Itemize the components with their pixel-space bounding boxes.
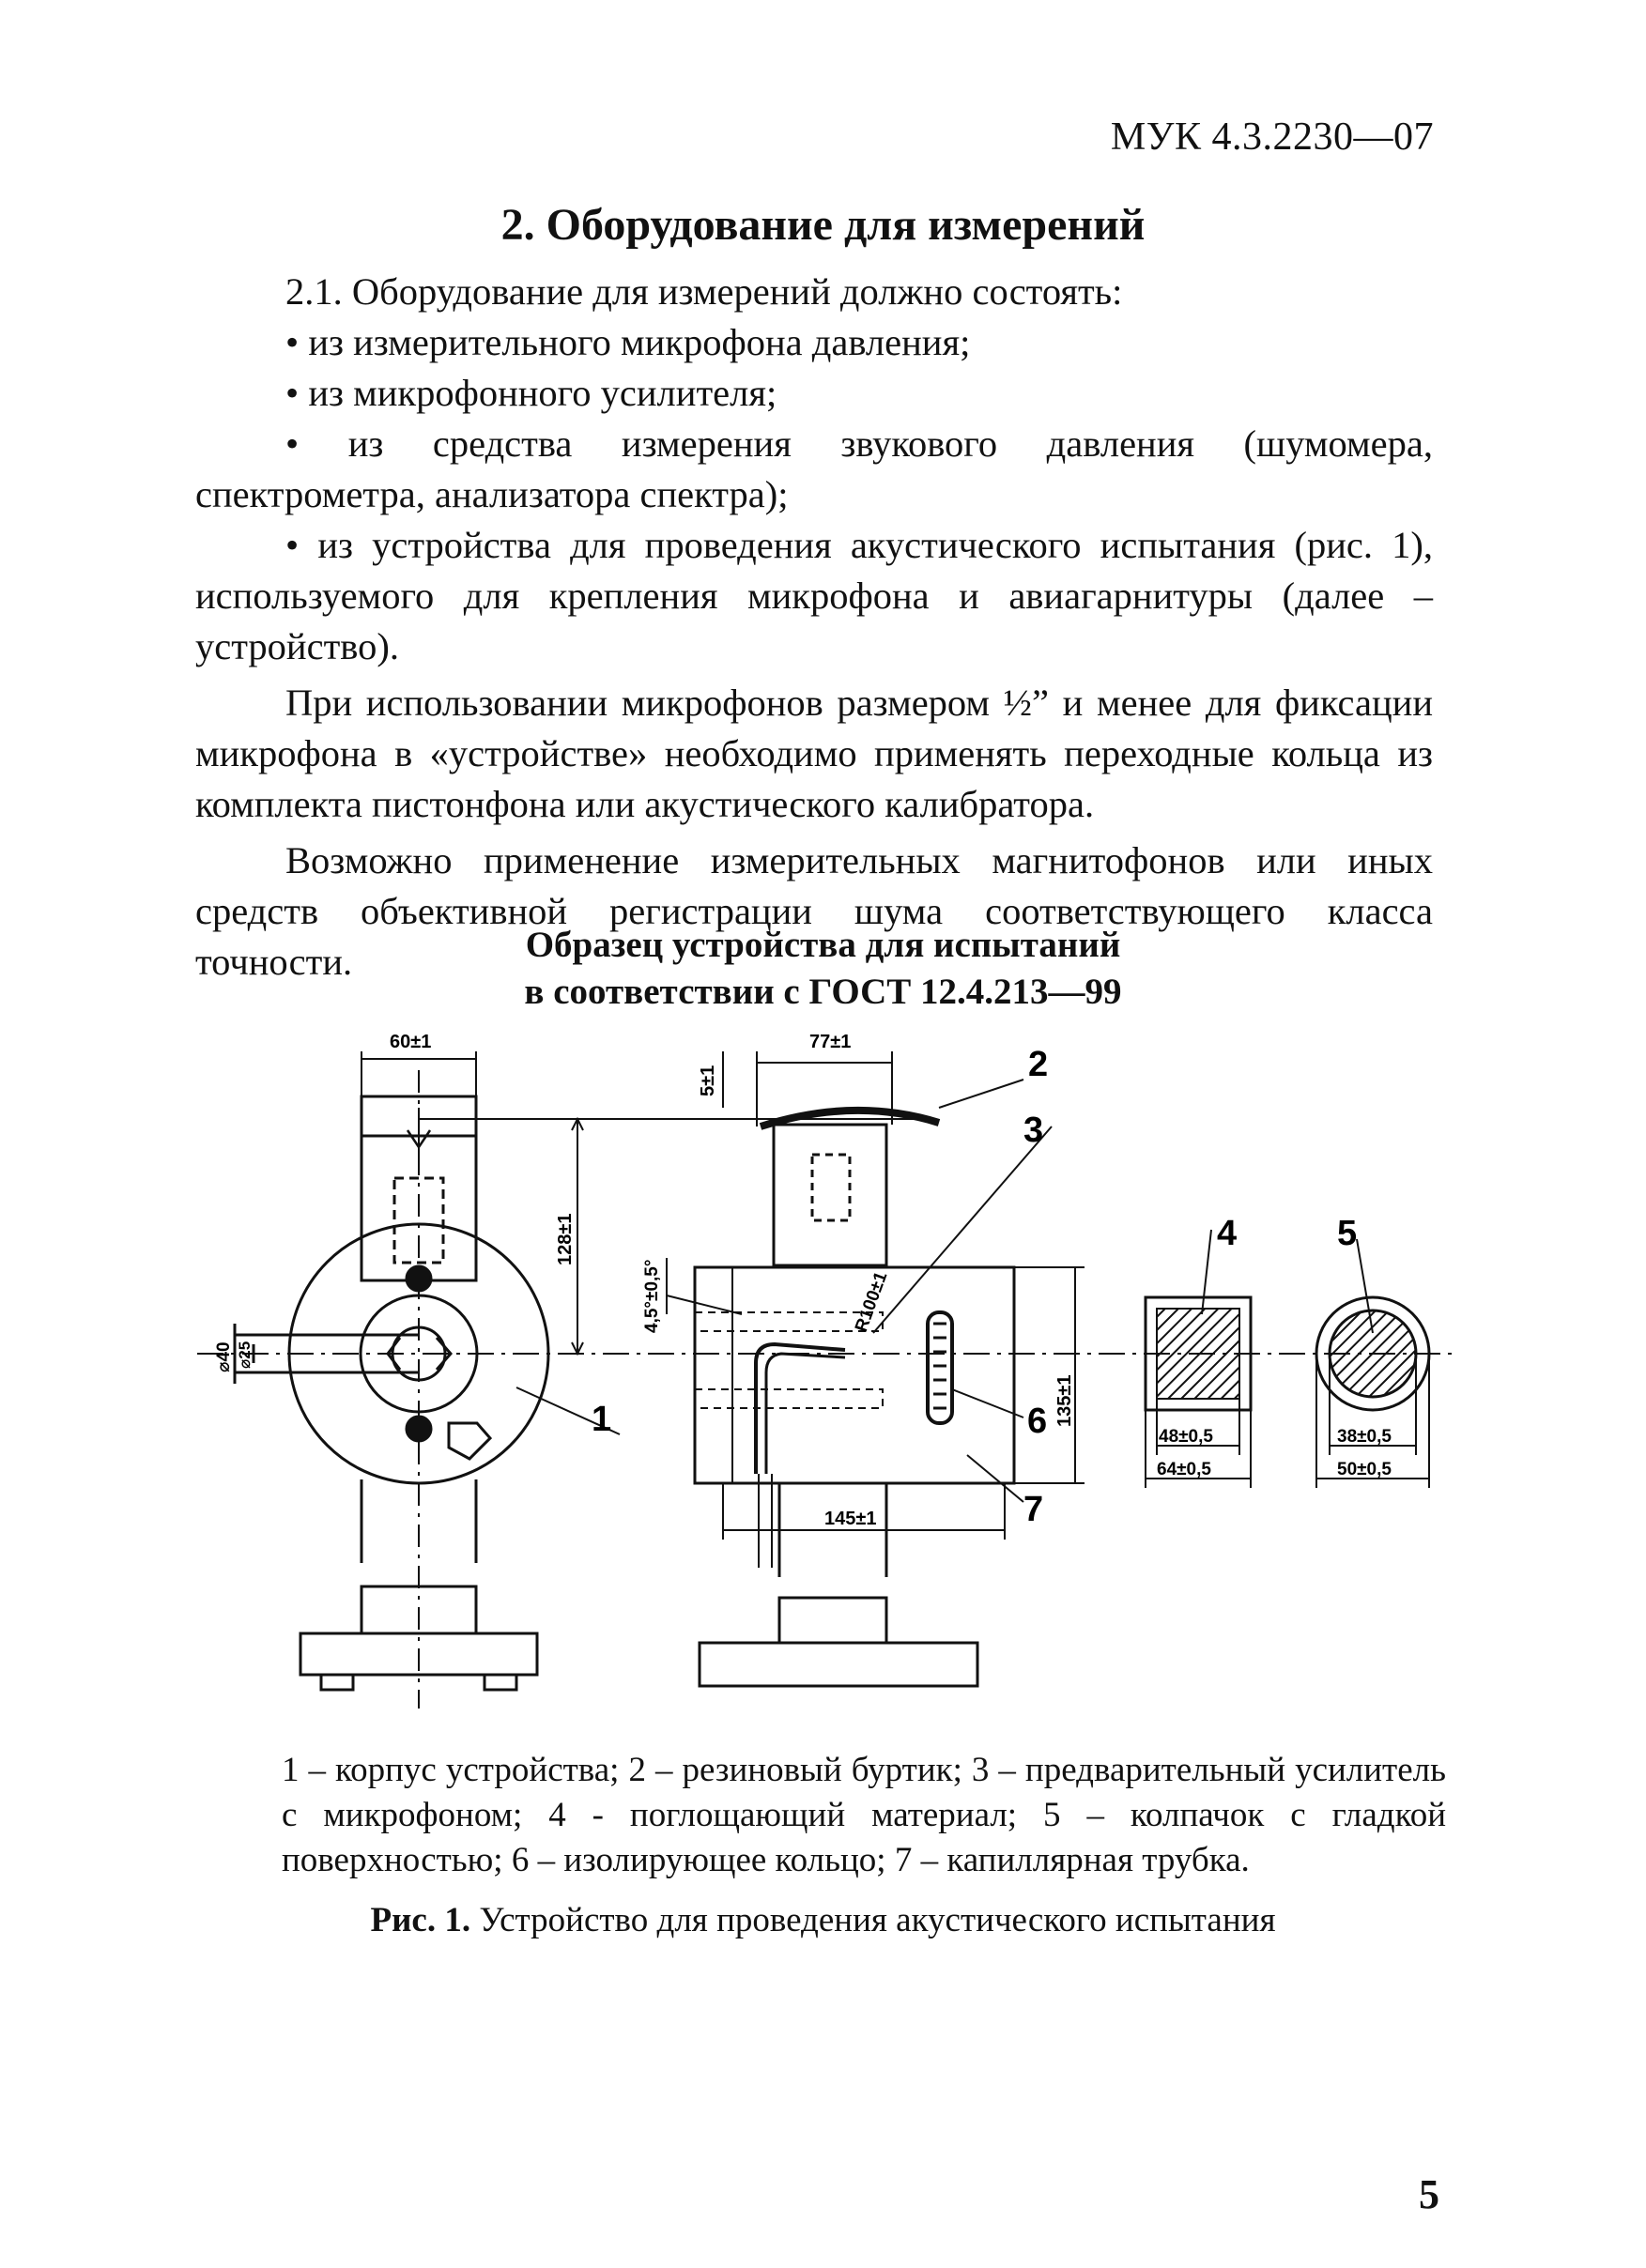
side-view [667, 1051, 1085, 1686]
dim-145: 145±1 [824, 1509, 877, 1529]
bullet-item-1: • из измерительного микрофона давления; [195, 317, 1433, 368]
bullet-item-3: • из средства измерения звукового давления (шумомера, спектрометра, анализатора спектра); [195, 419, 1433, 520]
callout-5: 5 [1337, 1214, 1358, 1253]
dim-48: 48±0,5 [1159, 1427, 1213, 1447]
page-number: 5 [1419, 2171, 1439, 2217]
bullet-item-4: • из устройства для проведения акустического испытания (рис. 1), используемого для крепления микрофона и авиагарнитуры (далее – устройство). [195, 520, 1433, 672]
figure-caption [0, 1900, 1646, 1940]
section-title: 2. Оборудование для измерений [500, 200, 1146, 250]
caption-text: Устройство для проведения акустического испытания [479, 1901, 1276, 1939]
figure-heading-line-1: Образец устройства для испытаний [525, 925, 1121, 965]
dim-5: 5±1 [698, 1065, 718, 1096]
caption-label: Рис. 1. [370, 1901, 471, 1939]
callout-4: 4 [1217, 1214, 1238, 1253]
device-drawing [197, 1014, 1455, 1746]
dim-angle: 4,5°±0,5° [642, 1259, 662, 1333]
dim-77: 77±1 [809, 1032, 852, 1052]
callout-2: 2 [1028, 1045, 1049, 1084]
dim-phi25: ⌀25 [236, 1341, 254, 1369]
dim-64: 64±0,5 [1157, 1460, 1211, 1479]
dim-60: 60±1 [390, 1032, 432, 1052]
section-body [195, 267, 1433, 988]
callout-3: 3 [1023, 1111, 1044, 1150]
dim-135: 135±1 [1054, 1374, 1075, 1427]
callout-7: 7 [1023, 1490, 1044, 1529]
bullet-item-2: • из микрофонного усилителя; [195, 368, 1433, 419]
dim-radius: R100±1 [851, 1269, 892, 1335]
figure-heading [0, 922, 1646, 1016]
legend-text: 1 – корпус устройства; 2 – резиновый буртик; 3 – предварительный усилитель с микрофоном; 4 - поглощающий материал; 5 – колпачок с гладкой поверхностью; 6 – изолирующее кольцо; 7 – капиллярная трубка. [282, 1751, 1446, 1879]
callout-1: 1 [592, 1400, 612, 1439]
device-technical-drawing [197, 1014, 1455, 1746]
callout-6: 6 [1027, 1402, 1048, 1441]
intro-paragraph: 2.1. Оборудование для измерений должно состоять: [285, 270, 1123, 313]
paragraph-microphone-rings: При использовании микрофонов размером ½” и менее для фиксации микрофона в «устройстве» необходимо применять переходные кольца из комплекта пистонфона или акустического калибратора. [195, 682, 1433, 825]
figure-legend [282, 1748, 1446, 1883]
figure-heading-line-2: в соответствии с ГОСТ 12.4.213—99 [524, 972, 1122, 1012]
dim-phi40: ⌀40 [214, 1341, 234, 1372]
front-view [235, 1051, 548, 1690]
paragraph-recorders: Возможно применение измерительных магнитофонов или иных средств объективной регистрации шума соответствующего класса точности. [195, 839, 1433, 983]
dim-50: 50±0,5 [1337, 1460, 1392, 1479]
side-top-block [774, 1125, 886, 1265]
document-code: МУК 4.3.2230—07 [1110, 115, 1434, 159]
dim-38: 38±0,5 [1337, 1427, 1392, 1447]
dim-128: 128±1 [555, 1213, 576, 1265]
